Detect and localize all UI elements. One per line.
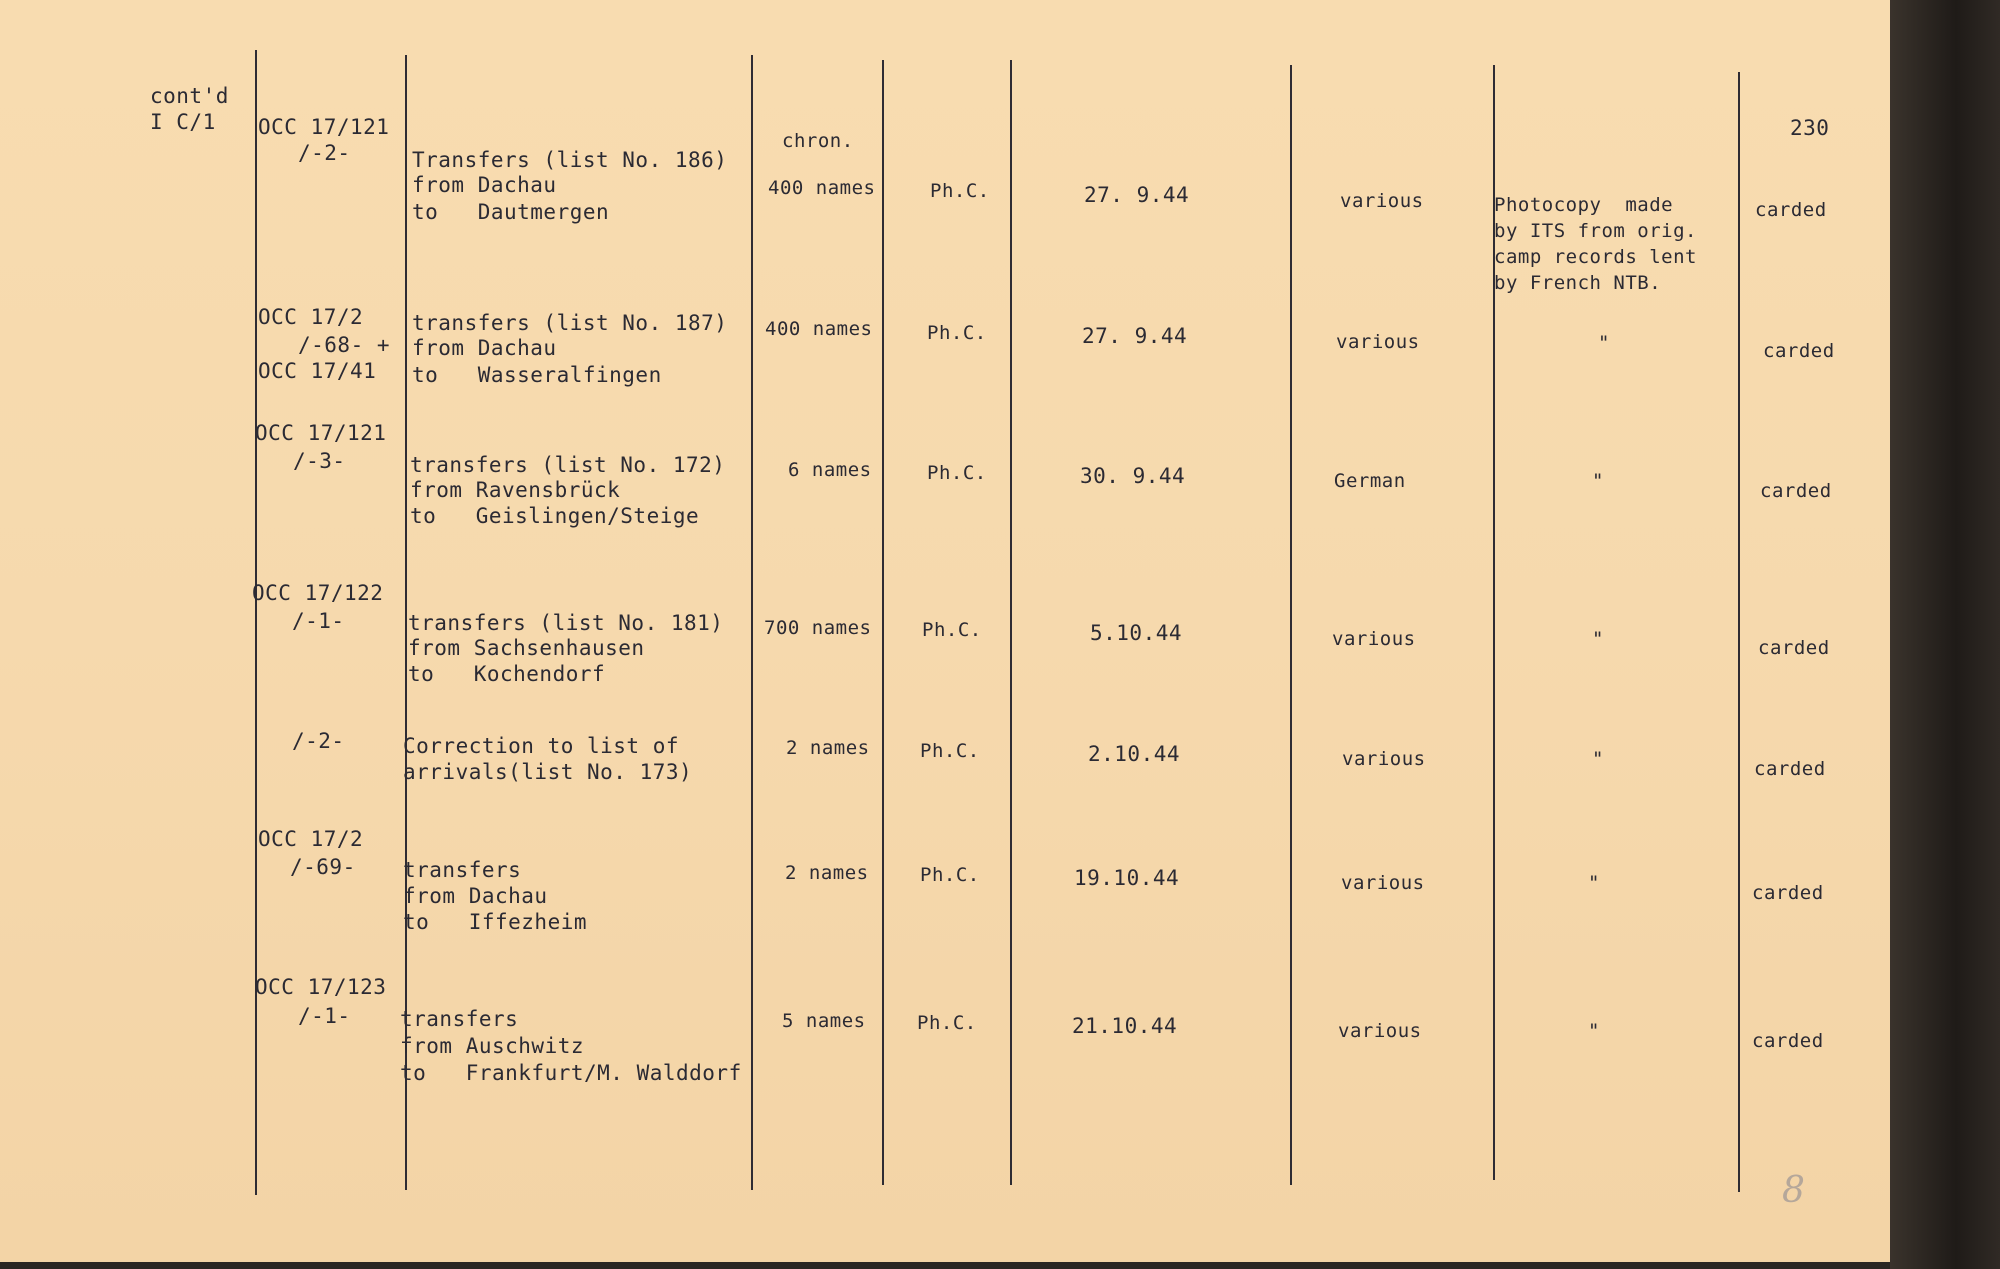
row-description: to Wasseralfingen <box>412 363 662 387</box>
row-nationality: various <box>1338 1020 1422 1042</box>
column-rule <box>1290 65 1292 1185</box>
row-remarks: " <box>1592 748 1604 770</box>
row-description: from Auschwitz <box>400 1034 585 1058</box>
order-label: chron. <box>782 130 854 152</box>
row-count: 6 names <box>788 459 872 481</box>
row-ref: OCC 17/123 <box>255 975 387 999</box>
row-description: from Dachau <box>412 173 557 197</box>
row-nationality: various <box>1342 748 1426 770</box>
row-nationality: various <box>1341 872 1425 894</box>
row-date: 30. 9.44 <box>1080 464 1186 488</box>
row-description: from Ravensbrück <box>410 478 621 502</box>
column-rule <box>882 60 884 1185</box>
row-date: 2.10.44 <box>1088 742 1181 766</box>
row-type: Ph.C. <box>927 462 987 484</box>
row-type: Ph.C. <box>920 864 980 886</box>
row-ref: OCC 17/2 <box>258 827 364 851</box>
row-status: carded <box>1754 758 1826 780</box>
row-status: carded <box>1758 637 1830 659</box>
row-date: 5.10.44 <box>1090 621 1183 645</box>
row-count: 700 names <box>764 617 872 639</box>
row-remarks: " <box>1588 872 1600 894</box>
row-ref: /-1- <box>298 1004 351 1028</box>
row-ref: OCC 17/2 <box>258 305 364 329</box>
page-number: 230 <box>1790 116 1830 140</box>
row-count: 400 names <box>765 318 873 340</box>
row-description: Transfers (list No. 186) <box>412 148 728 172</box>
row-ref: OCC 17/41 <box>258 359 377 383</box>
row-description: Correction to list of <box>403 734 680 758</box>
column-rule <box>1010 60 1012 1185</box>
row-description: from Dachau <box>403 884 548 908</box>
row-date: 19.10.44 <box>1074 866 1180 890</box>
row-type: Ph.C. <box>920 740 980 762</box>
row-ref: /-1- <box>292 609 345 633</box>
row-description: to Dautmergen <box>412 200 610 224</box>
row-date: 21.10.44 <box>1072 1014 1178 1038</box>
row-remarks: " <box>1592 470 1604 492</box>
row-description: to Kochendorf <box>408 662 606 686</box>
row-ref: /-2- <box>298 141 351 165</box>
pencil-page-mark: 8 <box>1782 1170 1805 1211</box>
row-remarks: " <box>1592 628 1604 650</box>
row-ref: /-2- <box>292 729 345 753</box>
row-nationality: various <box>1340 190 1424 212</box>
row-nationality: various <box>1336 331 1420 353</box>
row-ref: /-3- <box>293 449 346 473</box>
row-remarks: " <box>1598 332 1610 354</box>
row-remarks: Photocopy made <box>1494 194 1674 216</box>
column-rule <box>1738 72 1740 1192</box>
row-remarks: camp records lent <box>1494 246 1697 268</box>
row-status: carded <box>1763 340 1835 362</box>
row-count: 2 names <box>786 737 870 759</box>
row-description: from Sachsenhausen <box>408 636 645 660</box>
row-description: transfers (list No. 172) <box>410 453 726 477</box>
row-date: 27. 9.44 <box>1084 183 1190 207</box>
section-label: I C/1 <box>150 110 216 134</box>
row-ref: OCC 17/122 <box>252 581 384 605</box>
row-ref: /-68- + <box>298 333 391 357</box>
column-rule <box>255 50 257 1195</box>
row-ref: OCC 17/121 <box>255 421 387 445</box>
row-description: transfers <box>403 858 522 882</box>
column-rule <box>751 55 753 1190</box>
row-description: from Dachau <box>412 336 557 360</box>
row-description: transfers (list No. 181) <box>408 611 724 635</box>
row-description: arrivals(list No. 173) <box>403 760 693 784</box>
row-status: carded <box>1752 882 1824 904</box>
row-count: 5 names <box>782 1010 866 1032</box>
scan-edge <box>1890 0 2000 1269</box>
row-type: Ph.C. <box>922 619 982 641</box>
row-type: Ph.C. <box>917 1012 977 1034</box>
row-ref: /-69- <box>290 855 356 879</box>
row-remarks: " <box>1588 1020 1600 1042</box>
row-remarks: by ITS from orig. <box>1494 220 1697 242</box>
row-nationality: German <box>1334 470 1406 492</box>
row-status: carded <box>1755 199 1827 221</box>
row-type: Ph.C. <box>930 180 990 202</box>
row-description: transfers (list No. 187) <box>412 311 728 335</box>
row-status: carded <box>1760 480 1832 502</box>
row-count: 2 names <box>785 862 869 884</box>
row-remarks: by French NTB. <box>1494 272 1662 294</box>
row-date: 27. 9.44 <box>1082 324 1188 348</box>
row-type: Ph.C. <box>927 322 987 344</box>
row-count: 400 names <box>768 177 876 199</box>
row-description: to Frankfurt/M. Walddorf <box>400 1061 742 1085</box>
row-nationality: various <box>1332 628 1416 650</box>
row-ref: OCC 17/121 <box>258 115 390 139</box>
row-status: carded <box>1752 1030 1824 1052</box>
row-description: to Iffezheim <box>403 910 588 934</box>
row-description: transfers <box>400 1007 519 1031</box>
contd-label: cont'd <box>150 84 229 108</box>
row-description: to Geislingen/Steige <box>410 504 700 528</box>
